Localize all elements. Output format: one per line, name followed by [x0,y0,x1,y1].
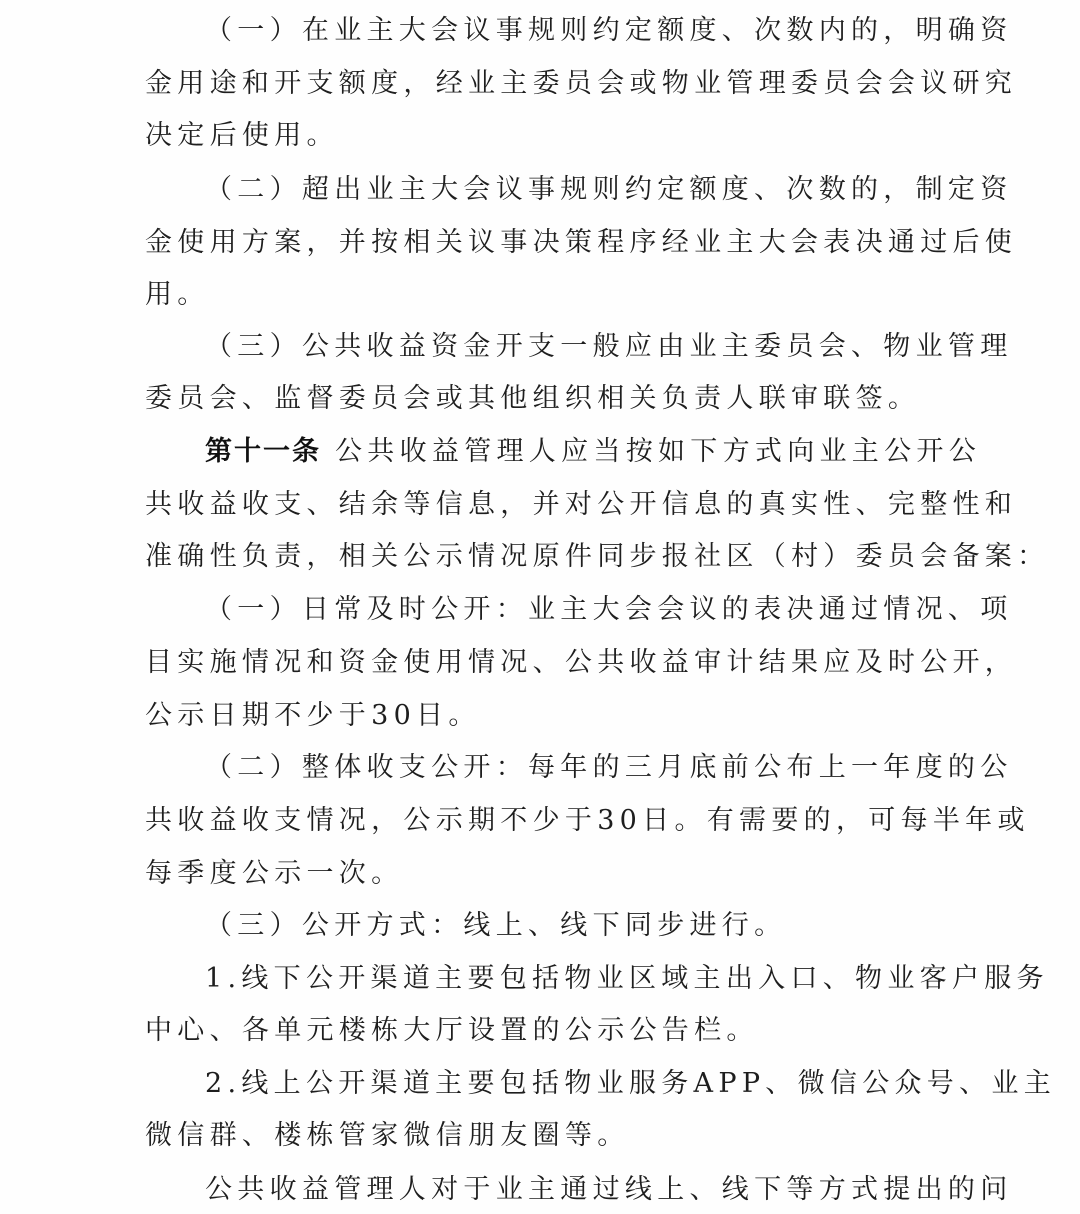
article-number: 第十一条 [205,436,321,467]
text-line: 公示日期不少于30日。 [145,700,481,731]
text-line: 公共收益管理人对于业主通过线上、线下等方式提出的问 [205,1174,1013,1205]
text-line: （二）整体收支公开：每年的三月底前公布上一年度的公 [205,752,1013,783]
text-line: 每季度公示一次。 [145,858,404,889]
text-line: （三）公共收益资金开支一般应由业主委员会、物业管理 [205,331,1013,362]
text-line: 用。 [145,279,210,310]
text-line: 金使用方案，并按相关议事决策程序经业主大会表决通过后使 [145,227,1018,258]
text-line: 2.线上公开渠道主要包括物业服务APP、微信公众号、业主 [205,1068,1056,1099]
text-line: 共收益收支情况，公示期不少于30日。有需要的，可每半年或 [145,805,1030,836]
article-heading-line [205,432,1005,472]
text-line: 中心、各单元楼栋大厅设置的公示公告栏。 [145,1015,759,1046]
text-line: 金用途和开支额度，经业主委员会或物业管理委员会会议研究 [145,68,1018,99]
text-run: 公共收益管理人应当按如下方式向业主公开公 [335,436,981,467]
text-line: （一）在业主大会议事规则约定额度、次数内的，明确资 [205,15,1013,46]
text-line: 目实施情况和资金使用情况、公共收益审计结果应及时公开， [145,647,1018,678]
text-line: 1.线下公开渠道主要包括物业区域主出入口、物业客户服务 [205,963,1049,994]
text-line: 决定后使用。 [145,120,339,151]
text-line: （三）公开方式：线上、线下同步进行。 [205,910,787,941]
text-line: 委员会、监督委员会或其他组织相关负责人联审联签。 [145,383,921,414]
text-line: （二）超出业主大会议事规则约定额度、次数的，制定资 [205,174,1013,205]
text-line: （一）日常及时公开：业主大会会议的表决通过情况、项 [205,594,1013,625]
text-line: 准确性负责，相关公示情况原件同步报社区（村）委员会备案： [145,541,1050,572]
text-line: 共收益收支、结余等信息，并对公开信息的真实性、完整性和 [145,489,1018,520]
text-line: 微信群、楼栋管家微信朋友圈等。 [145,1120,630,1151]
